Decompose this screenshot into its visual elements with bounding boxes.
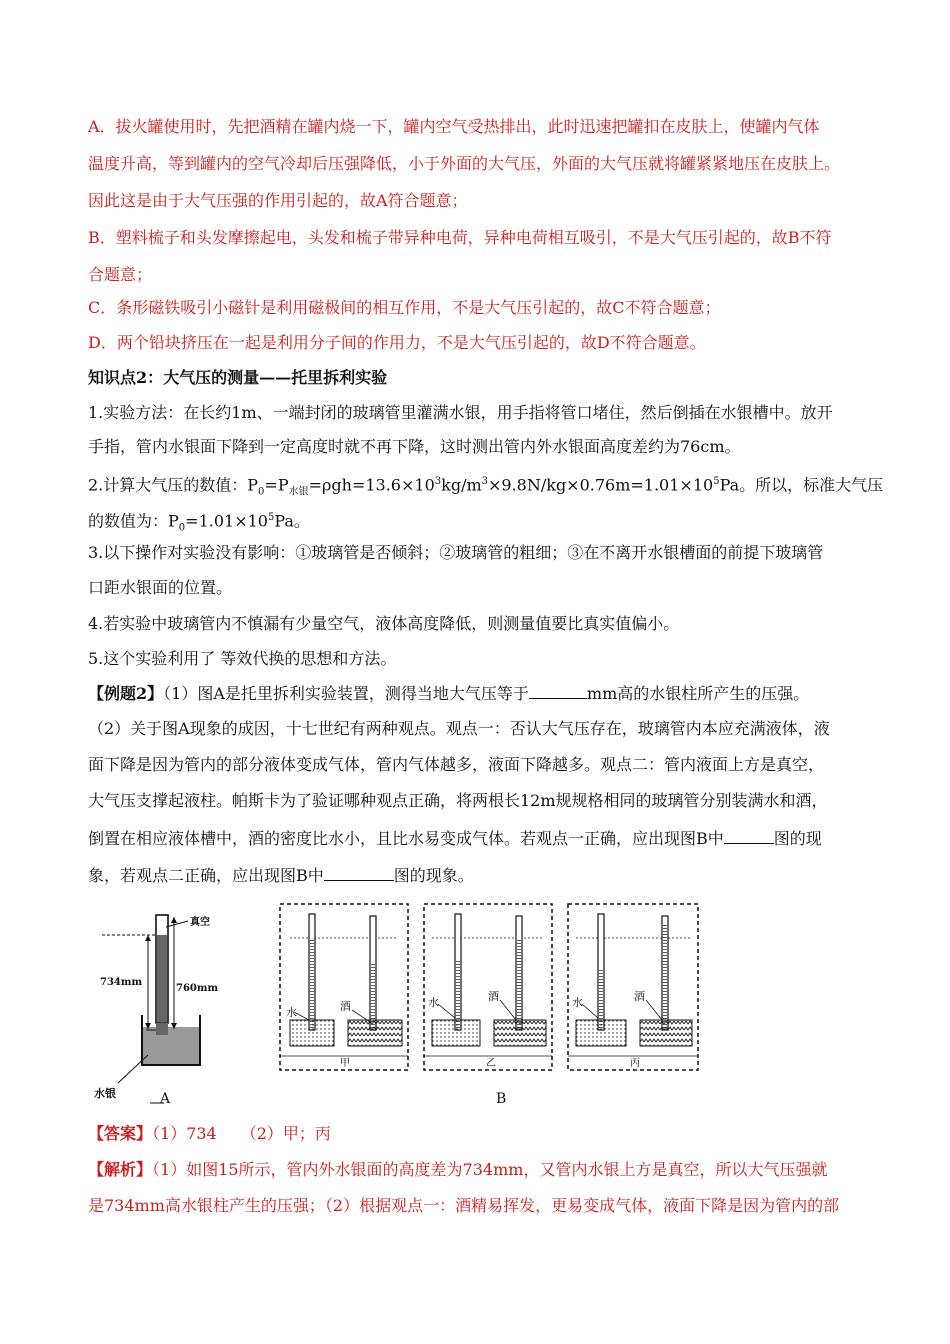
water-label-yi: 水 — [428, 996, 439, 1009]
knowledge-p3-line2: 口距水银面的位置。 — [88, 578, 233, 597]
answer-blank-2[interactable] — [724, 829, 774, 844]
option-a-line1: A．拔火罐使用时，先把酒精在罐内烧一下，罐内空气受热排出，此时迅速把罐扣在皮肤上，使罐内气体 — [88, 117, 820, 136]
option-a-line2: 温度升高，等到罐内的空气冷却后压强降低，小于外面的大气压，外面的大气压就将罐紧紧地压在皮肤上。 — [88, 154, 841, 173]
panel-label-yi: 乙 — [486, 1058, 496, 1069]
glass-tube — [156, 915, 168, 1023]
figure-a-torricelli — [92, 905, 222, 1115]
example-q1: 【例题2】（1）图A是托里拆利实验装置，测得当地大气压等于 mm高的水银柱所产生的压强。 — [88, 684, 810, 703]
vacuum-pointer — [166, 921, 188, 927]
alcohol-label-bing: 酒 — [634, 990, 645, 1003]
height-734-arrow — [145, 935, 151, 1029]
knowledge-heading: 知识点2：大气压的测量——托里拆利实验 — [88, 368, 388, 387]
mercury-basin — [142, 1015, 200, 1065]
panel-label-jia: 甲 — [340, 1058, 350, 1069]
water-label-bing: 水 — [572, 996, 583, 1009]
example-tag: 【例题2】 — [88, 684, 164, 703]
option-b-line1: B．塑料梳子和头发摩擦起电，头发和梳子带异种电荷，异种电荷相互吸引，不是大气压引起的，故B不符 — [88, 228, 832, 247]
option-d: D．两个铅块挤压在一起是利用分子间的作用力，不是大气压引起的，故D不符合题意。 — [88, 333, 706, 352]
knowledge-p2-line1: 2.计算大气压的数值：$P_0=P_{水银}=\rho gh=13.6\times 10^3kg/m^3\times 9.8N/kg\times 0.76m=1.01\times 10^5Pa$。所以，标准大气压 — [88, 475, 884, 498]
explanation-line1: 【解析】（1）如图15所示，管内外水银面的高度差为734mm，又管内水银上方是真空，所以大气压强就 — [88, 1160, 828, 1179]
example-q2-line1: （2）关于图A现象的成因，十七世纪有两种观点。观点一：否认大气压存在，玻璃管内本应充满液体，液 — [88, 719, 830, 738]
panel-jia — [280, 904, 408, 1070]
panel-label-bing: 丙 — [630, 1058, 640, 1069]
example-q2-line5: 象，若观点二正确，应出现图B中 图的现象。 — [88, 866, 474, 885]
knowledge-p1-line2: 手指，管内水银面下降到一定高度时就不再下降，这时测出管内外水银面高度差约为76cm。 — [88, 437, 741, 456]
mercury-label: 水银 — [94, 1087, 116, 1100]
knowledge-p5: 5.这个实验利用了 等效代换的思想和方法。 — [88, 649, 397, 668]
example-q2-line2: 面下降是因为管内的部分液体变成气体，管内气体越多，液面下降越多。观点二：管内液面上方是真空， — [88, 755, 825, 774]
figure-b-caption: B — [496, 1091, 507, 1107]
knowledge-p4: 4.若实验中玻璃管内不慎漏有少量空气，液体高度降低，则测量值要比真实值偏小。 — [88, 614, 680, 633]
alcohol-label-jia: 酒 — [340, 1000, 351, 1013]
vacuum-label: 真空 — [190, 917, 210, 928]
knowledge-p1-line1: 1.实验方法：在长约1m、一端封闭的玻璃管里灌满水银，用手指将管口堵住，然后倒插在水银槽中。放开 — [88, 403, 833, 422]
example-q2-line4: 倒置在相应液体槽中，酒的密度比水小，且比水易变成气体。若观点一正确，应出现图B中 图的现 — [88, 829, 822, 848]
answer-blank-3[interactable] — [324, 866, 394, 881]
panel-yi — [424, 904, 552, 1070]
figure-b-panels — [276, 900, 706, 1076]
explanation-tag: 【解析】 — [88, 1160, 153, 1179]
option-a-line3: 因此这是由于大气压强的作用引起的，故A符合题意； — [88, 191, 468, 210]
option-c: C．条形磁铁吸引小磁针是利用磁极间的相互作用，不是大气压引起的，故C不符合题意； — [88, 298, 721, 317]
answer-blank-1[interactable] — [529, 684, 587, 699]
height-760-arrow — [171, 917, 177, 1029]
answer-line: 【答案】（1）734 （2）甲；丙 — [88, 1124, 331, 1143]
panel-bing — [568, 904, 698, 1070]
explanation-line2: 是734mm高水银柱产生的压强；（2）根据观点一：酒精易挥发，更易变成气体，液面下降是因为管内的部 — [88, 1196, 840, 1215]
answer-tag: 【答案】 — [88, 1124, 153, 1143]
alcohol-label-yi: 酒 — [488, 990, 499, 1003]
knowledge-p2-line2: 的数值为：$P_0=1.01\times 10^5Pa$。 — [88, 511, 310, 534]
height-760-label: 760mm — [176, 983, 219, 994]
water-label-jia: 水 — [286, 1006, 297, 1019]
knowledge-p3-line1: 3.以下操作对实验没有影响：①玻璃管是否倾斜；②玻璃管的粗细；③在不离开水银槽面的前提下玻璃管 — [88, 543, 824, 562]
example-q2-line3: 大气压支撑起液柱。帕斯卡为了验证哪种观点正确，将两根长12m规规格相同的玻璃管分别装满水和酒， — [88, 791, 828, 810]
figure-a-caption: A — [160, 1091, 171, 1107]
height-734-label: 734mm — [100, 977, 143, 988]
option-b-line2: 合题意； — [88, 265, 153, 284]
